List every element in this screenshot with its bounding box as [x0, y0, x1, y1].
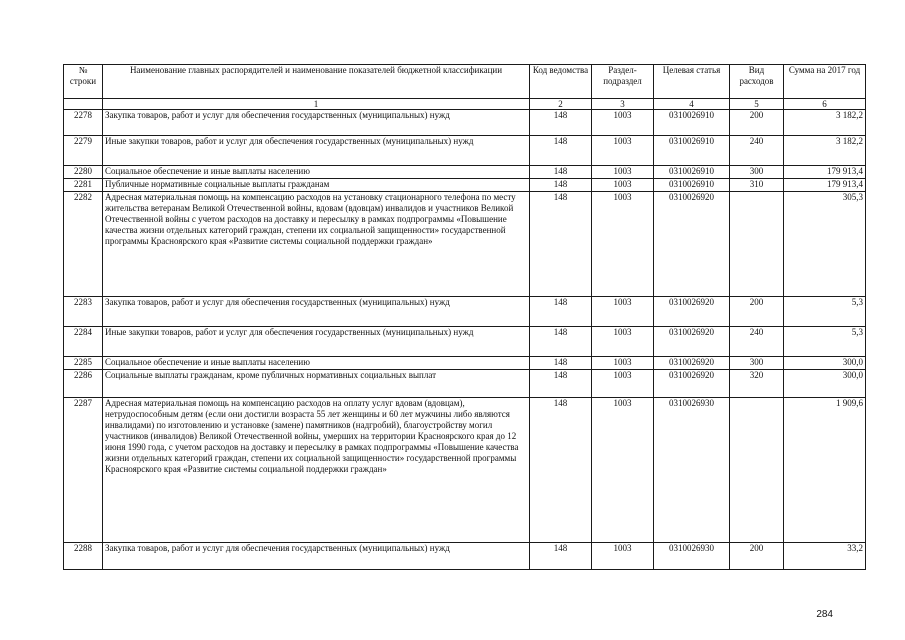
row-dept-code: 148: [530, 136, 592, 166]
row-target: 0310026920: [654, 370, 730, 398]
column-number: 5: [730, 99, 784, 110]
row-dept-code: 148: [530, 192, 592, 297]
row-target: 0310026920: [654, 192, 730, 297]
column-number: 2: [530, 99, 592, 110]
header-name: Наименование главных распорядителей и наименование показателей бюджетной классификации: [103, 65, 530, 99]
row-type: 240: [730, 327, 784, 357]
row-sum: 300,0: [784, 357, 866, 370]
row-number: 2280: [64, 166, 103, 179]
row-name: Закупка товаров, работ и услуг для обеспечения государственных (муниципальных) нужд: [103, 297, 530, 327]
row-number: 2287: [64, 398, 103, 543]
row-type: [730, 192, 784, 297]
row-dept-code: 148: [530, 543, 592, 570]
column-number: [64, 99, 103, 110]
row-section: 1003: [592, 398, 654, 543]
row-number: 2279: [64, 136, 103, 166]
column-number: 4: [654, 99, 730, 110]
row-target: 0310026920: [654, 327, 730, 357]
row-number: 2281: [64, 179, 103, 192]
row-sum: 33,2: [784, 543, 866, 570]
row-name: Адресная материальная помощь на компенсацию расходов на установку стационарного телефона по месту жительства ветеранам Великой Отечественной войны, вдовам (вдовцам) инвалидов и участников Великой Отечественной войны с учетом расходов на доставку и пересылку в рамках подпрограммы «Повышение качества жизни отдельных категорий граждан, степени их социальной защищенности» государственной программы Красноярского края «Развитие системы социальной поддержки граждан»: [103, 192, 530, 297]
row-section: 1003: [592, 179, 654, 192]
header-sum: Сумма на 2017 год: [784, 65, 866, 99]
row-name: Социальное обеспечение и иные выплаты населению: [103, 166, 530, 179]
table-row: [64, 179, 866, 192]
row-type: 310: [730, 179, 784, 192]
table-row: [64, 136, 866, 166]
row-type: 300: [730, 357, 784, 370]
row-number: 2278: [64, 110, 103, 136]
header-dept: Код ведомства: [530, 65, 592, 99]
row-type: 200: [730, 297, 784, 327]
row-number: 2282: [64, 192, 103, 297]
column-number-row: [64, 99, 866, 110]
row-dept-code: 148: [530, 327, 592, 357]
row-section: 1003: [592, 543, 654, 570]
table-row: [64, 166, 866, 179]
row-type: 200: [730, 543, 784, 570]
row-dept-code: 148: [530, 297, 592, 327]
header-row: [64, 65, 866, 99]
row-target: 0310026930: [654, 398, 730, 543]
row-dept-code: 148: [530, 166, 592, 179]
column-number: 6: [784, 99, 866, 110]
row-name: Социальные выплаты гражданам, кроме публичных нормативных социальных выплат: [103, 370, 530, 398]
row-target: 0310026910: [654, 166, 730, 179]
row-dept-code: 148: [530, 110, 592, 136]
row-target: 0310026910: [654, 136, 730, 166]
row-number: 2286: [64, 370, 103, 398]
table-row: [64, 543, 866, 570]
table-row: [64, 370, 866, 398]
row-section: 1003: [592, 166, 654, 179]
row-target: 0310026910: [654, 179, 730, 192]
table-row: [64, 192, 866, 297]
row-section: 1003: [592, 110, 654, 136]
row-sum: 179 913,4: [784, 179, 866, 192]
header-num: № строки: [64, 65, 103, 99]
row-sum: 3 182,2: [784, 110, 866, 136]
row-type: 200: [730, 110, 784, 136]
row-section: 1003: [592, 297, 654, 327]
row-sum: 1 909,6: [784, 398, 866, 543]
row-dept-code: 148: [530, 357, 592, 370]
row-section: 1003: [592, 136, 654, 166]
table-row: [64, 297, 866, 327]
row-name: Адресная материальная помощь на компенсацию расходов на оплату услуг вдовам (вдовцам), нетрудоспособным детям (если они достигли возраста 55 лет женщины и 60 лет мужчины либо являются инвалидами) по изготовлению и установке (замене) памятников (надгробий), благоустройству могил участников (инвалидов) Великой Отечественной войны, умерших на территории Красноярского края до 12 июня 1990 года, с учетом расходов на доставку и пересылку в рамках подпрограммы «Повышение качества жизни отдельных категорий граждан, степени их социальной защищенности» государственной программы Красноярского края «Развитие системы социальной поддержки граждан»: [103, 398, 530, 543]
row-section: 1003: [592, 327, 654, 357]
row-name: Закупка товаров, работ и услуг для обеспечения государственных (муниципальных) нужд: [103, 543, 530, 570]
row-type: 320: [730, 370, 784, 398]
row-dept-code: 148: [530, 179, 592, 192]
header-section: Раздел-подраздел: [592, 65, 654, 99]
table-row: [64, 357, 866, 370]
table-row: [64, 327, 866, 357]
row-sum: 3 182,2: [784, 136, 866, 166]
row-dept-code: 148: [530, 370, 592, 398]
row-name: Закупка товаров, работ и услуг для обеспечения государственных (муниципальных) нужд: [103, 110, 530, 136]
table-row: [64, 110, 866, 136]
row-target: 0310026920: [654, 357, 730, 370]
page-number: 284: [816, 609, 833, 620]
budget-table: [63, 64, 866, 570]
row-type: 240: [730, 136, 784, 166]
row-number: 2284: [64, 327, 103, 357]
row-sum: 5,3: [784, 297, 866, 327]
header-type: Вид расходов: [730, 65, 784, 99]
row-dept-code: 148: [530, 398, 592, 543]
row-target: 0310026920: [654, 297, 730, 327]
table-row: [64, 398, 866, 543]
row-sum: 5,3: [784, 327, 866, 357]
row-number: 2285: [64, 357, 103, 370]
column-number: 3: [592, 99, 654, 110]
row-section: 1003: [592, 370, 654, 398]
column-number: 1: [103, 99, 530, 110]
header-target: Целевая статья: [654, 65, 730, 99]
row-target: 0310026910: [654, 110, 730, 136]
row-name: Социальное обеспечение и иные выплаты населению: [103, 357, 530, 370]
row-number: 2283: [64, 297, 103, 327]
row-sum: 179 913,4: [784, 166, 866, 179]
row-name: Публичные нормативные социальные выплаты гражданам: [103, 179, 530, 192]
row-sum: 305,3: [784, 192, 866, 297]
row-number: 2288: [64, 543, 103, 570]
row-name: Иные закупки товаров, работ и услуг для обеспечения государственных (муниципальных) нужд: [103, 327, 530, 357]
row-section: 1003: [592, 357, 654, 370]
row-target: 0310026930: [654, 543, 730, 570]
row-name: Иные закупки товаров, работ и услуг для обеспечения государственных (муниципальных) нужд: [103, 136, 530, 166]
row-sum: 300,0: [784, 370, 866, 398]
row-section: 1003: [592, 192, 654, 297]
row-type: 300: [730, 166, 784, 179]
row-type: [730, 398, 784, 543]
